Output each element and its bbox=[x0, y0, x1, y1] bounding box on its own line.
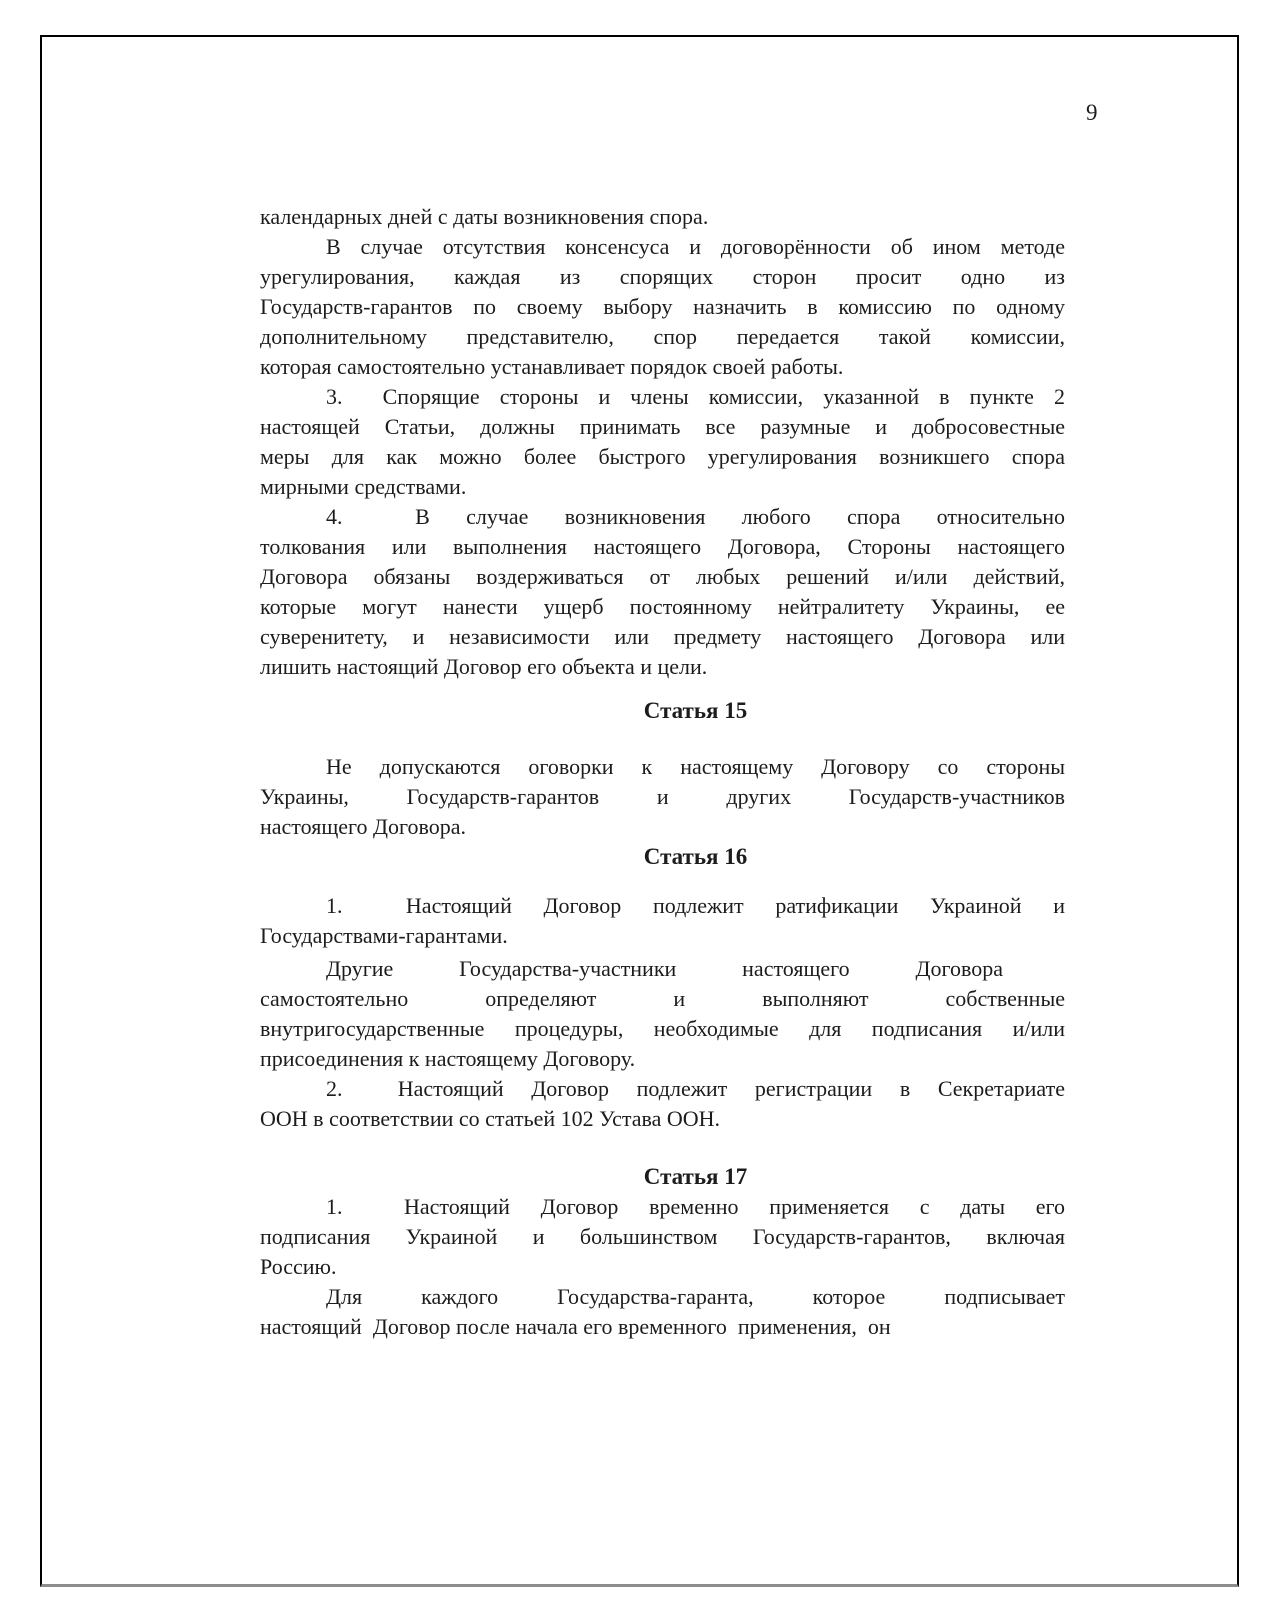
text-line: Другие Государства-участники настоящего Договора bbox=[326, 956, 1003, 981]
text-line: которая самостоятельно устанавливает порядок своей работы. bbox=[260, 354, 844, 379]
paragraph bbox=[260, 1282, 1065, 1342]
text-line: мирными средствами. bbox=[260, 474, 467, 499]
paragraph bbox=[260, 1192, 1065, 1282]
text-line: Не допускаются оговорки к настоящему Договору со стороны bbox=[326, 754, 1065, 779]
text-line: настоящего Договора. bbox=[260, 814, 466, 839]
article-heading: Статья 16 bbox=[643, 844, 748, 869]
text-line: календарных дней с даты возникновения спора. bbox=[260, 204, 709, 229]
article-heading: Статья 17 bbox=[643, 1164, 748, 1189]
text-line: самостоятельно определяют и выполняют собственные bbox=[260, 986, 1065, 1011]
text-line: 2. Настоящий Договор подлежит регистрации в Секретариате bbox=[326, 1076, 1065, 1101]
text-line: внутригосударственные процедуры, необходимые для подписания и/или bbox=[260, 1016, 1065, 1041]
text-line: Договора обязаны воздерживаться от любых решений и/или действий, bbox=[260, 564, 1065, 589]
text-line: лишить настоящий Договор его объекта и цели. bbox=[260, 654, 708, 679]
page-number: 9 bbox=[1086, 100, 1098, 125]
text-line: 3. Спорящие стороны и члены комиссии, указанной в пункте 2 bbox=[326, 384, 1065, 409]
article-heading: Статья 15 bbox=[643, 698, 748, 723]
text-line: 1. Настоящий Договор временно применяется с даты его bbox=[326, 1194, 1065, 1219]
paragraph bbox=[260, 891, 1065, 951]
text-line: меры для как можно более быстрого урегулирования возникшего спора bbox=[260, 444, 1065, 469]
text-line: подписания Украиной и большинством Государств-гарантов, включая bbox=[260, 1224, 1065, 1249]
paragraph bbox=[260, 502, 1065, 682]
text-line: Украины, Государств-гарантов и других Государств-участников bbox=[260, 784, 1065, 809]
text-line: Государствами-гарантами. bbox=[260, 923, 508, 948]
text-line: настоящей Статьи, должны принимать все разумные и добросовестные bbox=[260, 414, 1065, 439]
text-line: 1. Настоящий Договор подлежит ратификации Украиной и bbox=[326, 893, 1065, 918]
text-line: ООН в соответствии со статьей 102 Устава ООН. bbox=[260, 1106, 721, 1131]
text-line: толкования или выполнения настоящего Договора, Стороны настоящего bbox=[260, 534, 1065, 559]
text-line: суверенитету, и независимости или предмету настоящего Договора или bbox=[260, 624, 1065, 649]
text-line: Государств-гарантов по своему выбору назначить в комиссию по одному bbox=[260, 294, 1065, 319]
paragraph bbox=[260, 752, 1065, 842]
paragraph bbox=[260, 382, 1065, 502]
text-line: дополнительному представителю, спор передается такой комиссии, bbox=[260, 324, 1065, 349]
text-line: В случае отсутствия консенсуса и договорённости об ином методе bbox=[326, 234, 1065, 259]
paragraph bbox=[260, 954, 1065, 1074]
text-line: настоящий Договор после начала его временного применения, он bbox=[260, 1314, 891, 1339]
text-line: урегулирования, каждая из спорящих сторон просит одно из bbox=[260, 264, 1065, 289]
text-line: 4. В случае возникновения любого спора относительно bbox=[326, 504, 1065, 529]
paragraph bbox=[260, 1074, 1065, 1134]
text-line: которые могут нанести ущерб постоянному нейтралитету Украины, ее bbox=[260, 594, 1065, 619]
text-line: Для каждого Государства-гаранта, которое подписывает bbox=[326, 1284, 1065, 1309]
paragraph bbox=[260, 232, 1065, 382]
text-line: присоединения к настоящему Договору. bbox=[260, 1046, 636, 1071]
text-line: Россию. bbox=[260, 1254, 337, 1279]
paragraph bbox=[260, 202, 1065, 232]
document-body bbox=[260, 202, 1065, 1342]
